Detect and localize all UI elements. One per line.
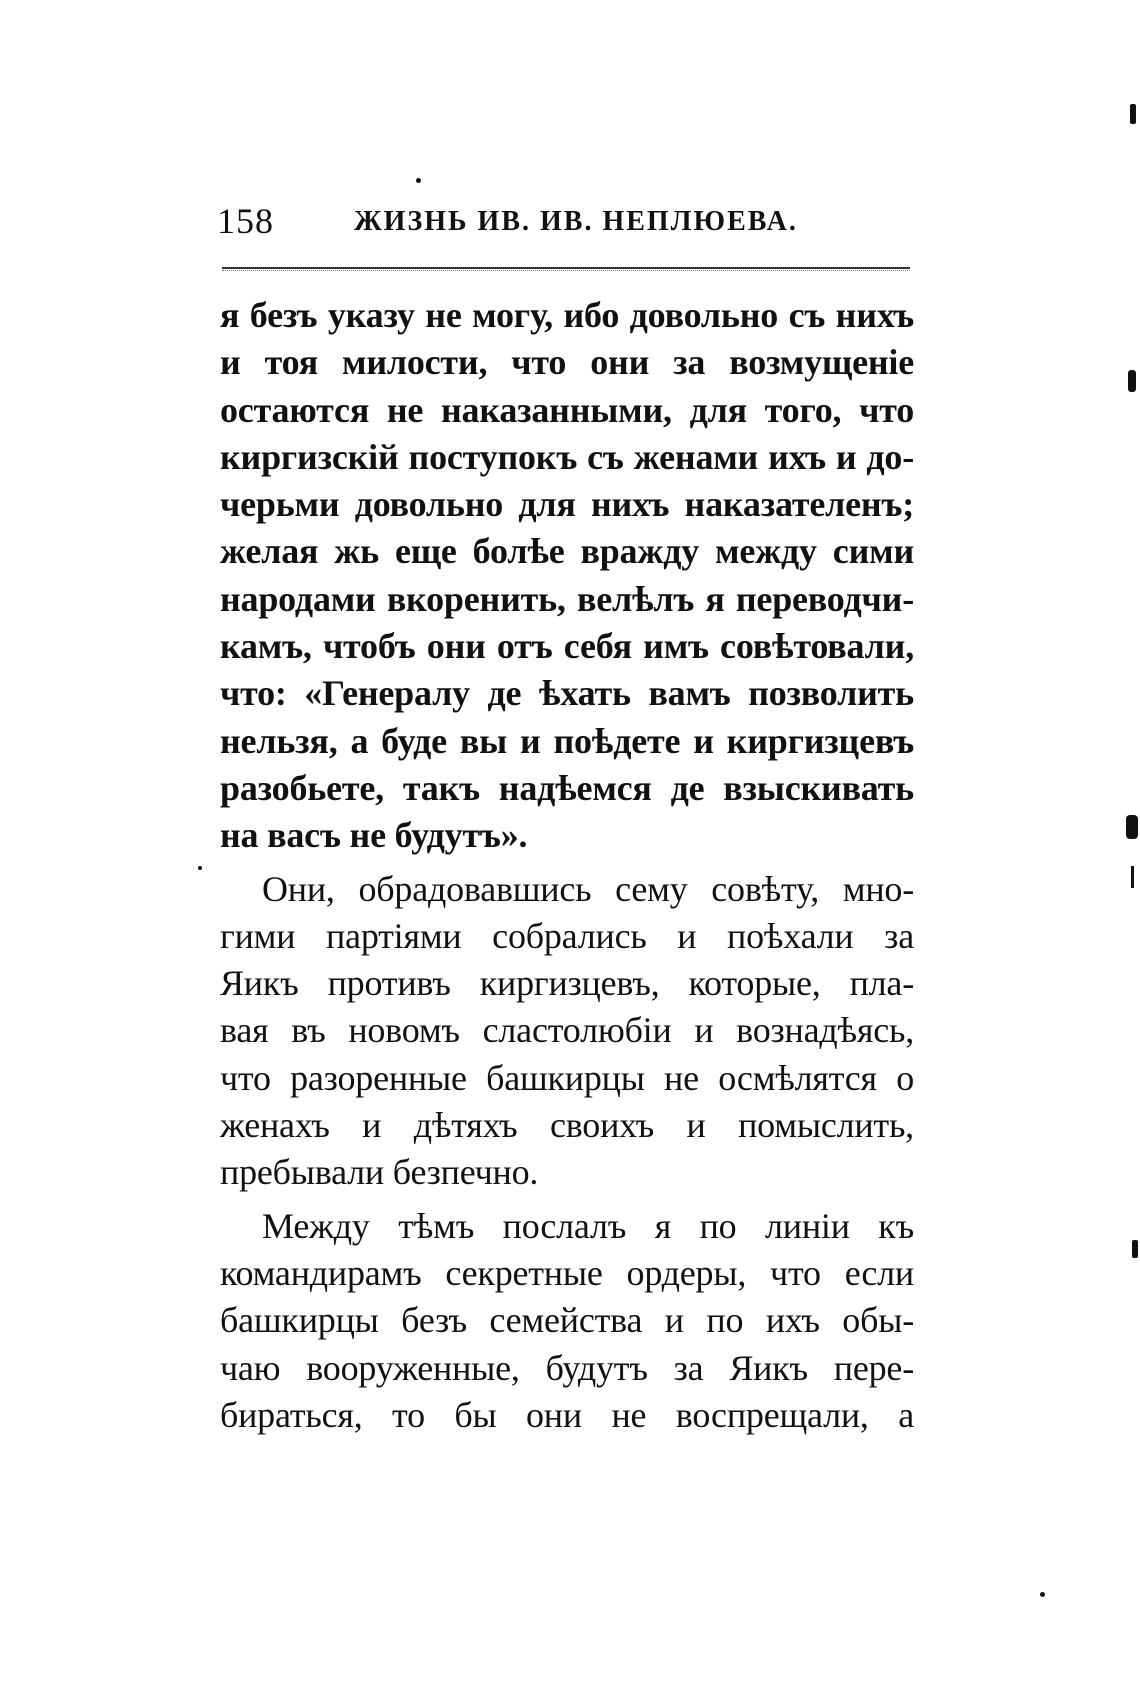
text-line: вая въ новомъ сластолюбіи и вознадѣясь, [220,1010,914,1051]
scan-edge-mark [1132,1240,1138,1258]
paragraph-2 [220,866,914,1197]
text-line: черьми довольно для нихъ наказателенъ; [220,484,914,525]
text-line: башкирцы безъ семейства и по ихъ обы- [220,1300,914,1341]
text-line: камъ, чтобъ они отъ себя имъ совѣтовали, [220,626,914,667]
text-line: киргизскій поступокъ съ женами ихъ и до- [220,436,914,477]
text-line: и тоя милости, что они за возмущеніе [220,342,914,383]
text-line: остаются не наказанными, для того, что [220,389,914,430]
text-line: желая жь еще болѣе вражду между сими [220,531,914,572]
text-line: на васъ не будутъ». [220,815,528,856]
header-rule [222,267,910,269]
text-line: я безъ указу не могу, ибо довольно съ нихъ [220,295,914,335]
text-line: женахъ и дѣтяхъ своихъ и помыслить, [220,1105,914,1146]
scan-edge-mark [1128,370,1136,392]
text-line: чаю вооруженные, будутъ за Яикъ пере- [220,1347,914,1388]
text-line: гими партіями собрались и поѣхали за [220,915,914,956]
text-line: что: «Генералу де ѣхать вамъ позволить [220,673,914,714]
text-line: что разоренные башкирцы не осмѣлятся о [220,1057,914,1098]
ink-speck [1040,1592,1045,1597]
page-number: 158 [217,201,274,241]
text-line: нельзя, а буде вы и поѣдете и киргизцевъ [220,720,914,761]
body-text [220,292,914,1439]
text-line: пребывали безпечно. [220,1152,539,1193]
page-header [217,198,911,248]
scan-edge-mark [1130,104,1136,124]
text-line: командирамъ секретные ордеры, что если [220,1252,914,1293]
text-line: Они, обрадовавшись сему совѣту, мно- [262,868,914,909]
ink-speck [198,866,202,870]
paragraph-3 [220,1203,914,1439]
running-title: ЖИЗНЬ ИВ. ИВ. НЕПЛЮЕВА. [354,206,798,237]
paragraph-1 [220,292,914,860]
text-line: разобьете, такъ надѣемся де взыскивать [220,767,914,808]
ink-speck [416,178,421,183]
text-line: бираться, то бы они не воспрещали, а [220,1394,914,1435]
text-line: народами вкоренить, велѣлъ я переводчи- [220,578,914,619]
text-line: Между тѣмъ послалъ я по линіи къ [262,1205,914,1246]
text-line: Яикъ противъ киргизцевъ, которые, пла- [220,963,914,1004]
scan-edge-mark [1131,866,1134,888]
scan-edge-mark [1126,815,1138,839]
